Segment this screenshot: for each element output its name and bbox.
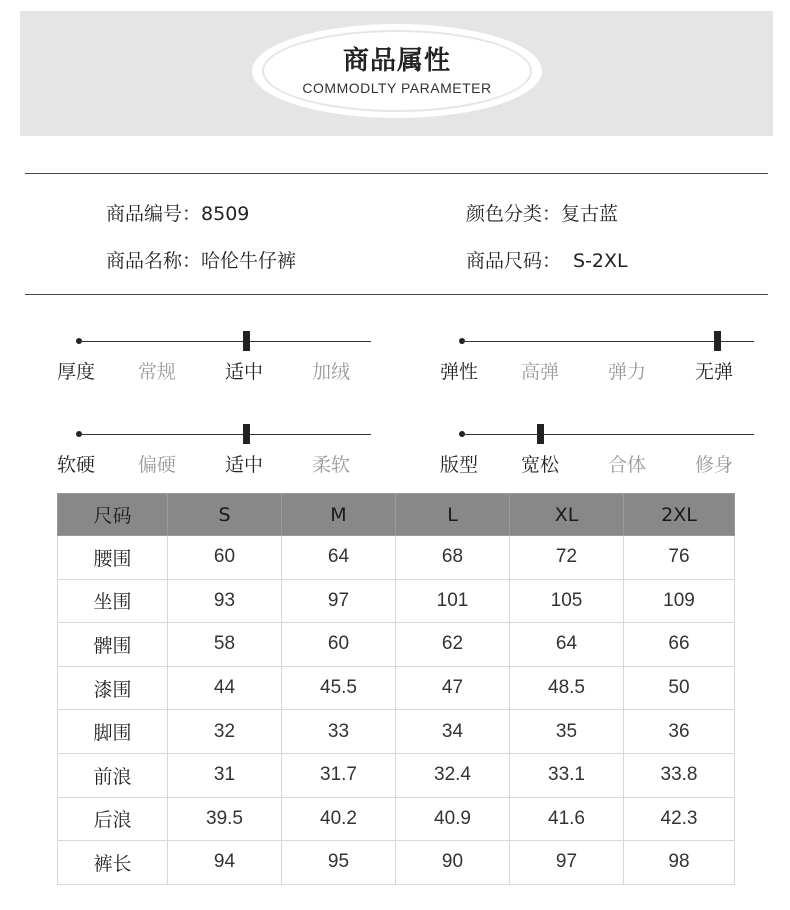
table-cell: 101 (396, 579, 510, 623)
table-cell: 40.9 (396, 797, 510, 841)
scale-option: 修身 (695, 454, 734, 476)
column-header: S (168, 494, 282, 536)
scale-category: 弹性 (440, 361, 479, 383)
table-row (58, 666, 735, 710)
elasticity-scale (440, 330, 760, 390)
color-category (466, 199, 618, 226)
scale-track (79, 341, 371, 342)
table-cell: 33.1 (510, 753, 624, 797)
table-cell: 66 (624, 623, 735, 667)
table-header-row (58, 494, 735, 536)
column-header: XL (510, 494, 624, 536)
column-header: 2XL (624, 494, 735, 536)
table-cell: 35 (510, 710, 624, 754)
scale-category: 软硬 (57, 454, 96, 476)
row-label: 腰围 (58, 536, 168, 580)
table-cell: 48.5 (510, 666, 624, 710)
table-cell: 98 (624, 841, 735, 885)
table-row (58, 753, 735, 797)
page-subtitle: COMMODLTY PARAMETER (302, 80, 492, 96)
item-name-value: 哈伦牛仔裤 (201, 250, 297, 272)
row-label: 髀围 (58, 623, 168, 667)
table-cell: 95 (282, 841, 396, 885)
scale-option: 加绒 (312, 361, 351, 383)
table-row (58, 536, 735, 580)
item-name (106, 246, 296, 273)
scale-option: 偏硬 (138, 454, 177, 476)
divider-bottom (25, 294, 768, 295)
table-cell: 58 (168, 623, 282, 667)
table-cell: 105 (510, 579, 624, 623)
table-cell: 41.6 (510, 797, 624, 841)
table-cell: 50 (624, 666, 735, 710)
row-label: 漆围 (58, 666, 168, 710)
scale-marker (243, 424, 250, 444)
item-number-label: 商品编号： (106, 203, 202, 225)
table-cell: 34 (396, 710, 510, 754)
scale-marker (243, 331, 250, 351)
table-cell: 39.5 (168, 797, 282, 841)
table-cell: 60 (282, 623, 396, 667)
table-cell: 32 (168, 710, 282, 754)
table-row (58, 797, 735, 841)
table-cell: 33.8 (624, 753, 735, 797)
scale-marker (537, 424, 544, 444)
size-chart-table (57, 493, 735, 885)
item-name-label: 商品名称： (106, 250, 202, 272)
table-cell: 32.4 (396, 753, 510, 797)
size-label: 商品尺码： (466, 250, 562, 272)
table-cell: 97 (282, 579, 396, 623)
scale-option: 高弹 (521, 361, 560, 383)
page-title: 商品属性 (342, 46, 451, 76)
scale-option: 弹力 (608, 361, 647, 383)
scale-category: 厚度 (57, 361, 96, 383)
row-label: 后浪 (58, 797, 168, 841)
scale-track (79, 434, 371, 435)
table-cell: 109 (624, 579, 735, 623)
thickness-scale (57, 330, 377, 390)
column-header: M (282, 494, 396, 536)
color-label: 颜色分类： (466, 203, 562, 225)
table-cell: 44 (168, 666, 282, 710)
row-label: 裤长 (58, 841, 168, 885)
scale-option-selected: 适中 (225, 454, 264, 476)
table-row (58, 710, 735, 754)
table-cell: 31.7 (282, 753, 396, 797)
row-label: 脚围 (58, 710, 168, 754)
table-cell: 97 (510, 841, 624, 885)
scale-option: 常规 (138, 361, 177, 383)
table-row (58, 623, 735, 667)
table-cell: 68 (396, 536, 510, 580)
scale-track (462, 341, 754, 342)
table-cell: 36 (624, 710, 735, 754)
column-header: 尺码 (58, 494, 168, 536)
table-cell: 42.3 (624, 797, 735, 841)
column-header: L (396, 494, 510, 536)
scale-option: 合体 (608, 454, 647, 476)
softness-scale (57, 423, 377, 483)
scale-category: 版型 (440, 454, 479, 476)
item-size (466, 246, 628, 273)
table-cell: 64 (510, 623, 624, 667)
fit-scale (440, 423, 760, 483)
table-row (58, 579, 735, 623)
table-cell: 33 (282, 710, 396, 754)
scale-option: 柔软 (312, 454, 351, 476)
table-cell: 90 (396, 841, 510, 885)
table-cell: 72 (510, 536, 624, 580)
row-label: 坐围 (58, 579, 168, 623)
table-cell: 47 (396, 666, 510, 710)
table-cell: 45.5 (282, 666, 396, 710)
size-value: S-2XL (573, 250, 628, 272)
scale-track (462, 434, 754, 435)
color-value: 复古蓝 (561, 203, 619, 225)
table-cell: 64 (282, 536, 396, 580)
table-cell: 94 (168, 841, 282, 885)
row-label: 前浪 (58, 753, 168, 797)
item-number (106, 199, 249, 226)
table-cell: 93 (168, 579, 282, 623)
table-cell: 76 (624, 536, 735, 580)
divider-top (25, 173, 768, 174)
scale-option-selected: 宽松 (521, 454, 560, 476)
table-cell: 31 (168, 753, 282, 797)
table-cell: 40.2 (282, 797, 396, 841)
scale-option-selected: 适中 (225, 361, 264, 383)
table-row (58, 841, 735, 885)
scale-marker (714, 331, 721, 351)
scale-option-selected: 无弹 (695, 361, 734, 383)
item-number-value: 8509 (201, 203, 250, 225)
table-cell: 62 (396, 623, 510, 667)
table-cell: 60 (168, 536, 282, 580)
